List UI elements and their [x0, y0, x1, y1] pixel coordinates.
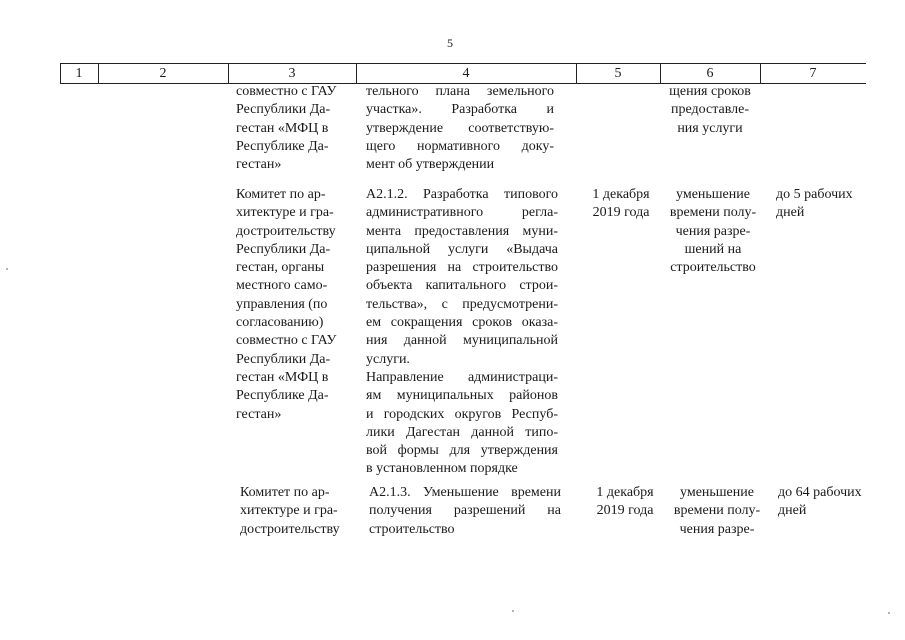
- scan-speck: [888, 612, 890, 614]
- table-row-1-indicator: [776, 186, 876, 223]
- table-row-1-result: [660, 186, 766, 277]
- cell-text-line: уменьшение: [680, 485, 754, 500]
- table-row-0-measure: [366, 83, 554, 174]
- cell-text-line: ния данной муниципальной: [366, 333, 558, 349]
- cell-text-line: тельного плана земельного: [366, 84, 554, 99]
- cell-text-line: совместно с ГАУ: [236, 84, 337, 99]
- cell-text-line: согласованию): [236, 315, 324, 331]
- cell-text-line: времени полу-: [669, 205, 757, 221]
- page-number: 5: [447, 36, 453, 50]
- cell-text-line: предоставле-: [671, 102, 749, 118]
- cell-text-line: утверждение соответствую-: [366, 120, 554, 136]
- column-header-5: 5: [614, 66, 622, 81]
- cell-text-line: 2019 года: [592, 205, 650, 221]
- cell-text-line: тельства», с предусмотрени-: [366, 296, 558, 312]
- cell-text-line: административного регла-: [366, 205, 558, 221]
- cell-text-line: Республики Да-: [236, 241, 331, 257]
- cell-text-line: Комитет по ар-: [240, 485, 330, 500]
- cell-text-line: услуги.: [366, 351, 410, 367]
- cell-text-line: мента предоставления муни-: [366, 223, 558, 239]
- cell-text-line: щего нормативного доку-: [366, 138, 554, 154]
- table-row-2-indicator: [778, 484, 888, 521]
- cell-text-line: чения разре-: [679, 521, 755, 537]
- scan-speck: [6, 268, 8, 270]
- cell-text-line: Республики Да-: [236, 351, 331, 367]
- cell-text-line: объекта капитального строи-: [366, 278, 558, 294]
- cell-text-line: ем сокращения сроков оказа-: [366, 315, 558, 331]
- cell-text-line: ния услуги: [677, 120, 743, 136]
- cell-text-line: Комитет по ар-: [236, 187, 326, 202]
- cell-text-line: лики Дагестан данной типо-: [366, 424, 558, 440]
- cell-text-line: гестан «МФЦ в: [236, 369, 329, 385]
- table-row-2-result: [664, 484, 770, 539]
- cell-text-line: гестан»: [236, 406, 282, 422]
- cell-text-line: достроительству: [236, 223, 336, 239]
- cell-text-line: совместно с ГАУ: [236, 333, 337, 349]
- cell-text-line: дней: [778, 503, 807, 519]
- table-row-2-responsible: [240, 484, 364, 539]
- cell-text-line: получения разрешений на: [369, 503, 561, 519]
- table-row-0-responsible: [236, 83, 360, 174]
- table-row-0-result: [658, 83, 762, 138]
- cell-text-line: шений на: [684, 241, 742, 257]
- cell-text-line: ципальной услуги «Выдача: [366, 241, 558, 257]
- cell-text-line: до 5 рабочих: [776, 187, 853, 202]
- cell-text-line: Республике Да-: [236, 388, 329, 404]
- cell-text-line: строительство: [369, 521, 455, 537]
- cell-text-line: 2019 года: [596, 503, 654, 519]
- column-header-2: 2: [159, 66, 167, 81]
- column-header-4: 4: [462, 66, 470, 81]
- cell-text-line: гестан «МФЦ в: [236, 120, 329, 136]
- table-row-1-responsible: [236, 186, 360, 424]
- cell-text-line: Направление администраци-: [366, 369, 558, 385]
- cell-text-line: 1 декабря: [596, 485, 654, 500]
- cell-text-line: щения сроков: [669, 84, 751, 99]
- cell-text-line: уменьшение: [676, 187, 750, 202]
- cell-text-line: А2.1.2. Разработка типового: [366, 187, 558, 202]
- column-header-3: 3: [288, 66, 296, 81]
- cell-text-line: гестан»: [236, 157, 282, 173]
- column-header-1: 1: [75, 66, 83, 81]
- cell-text-line: А2.1.3. Уменьшение времени: [369, 485, 561, 500]
- cell-text-line: достроительству: [240, 521, 340, 537]
- cell-text-line: времени полу-: [673, 503, 761, 519]
- table-row-1-deadline: [580, 186, 662, 223]
- column-header-7: 7: [809, 66, 817, 81]
- cell-text-line: в установленном порядке: [366, 461, 518, 477]
- cell-text-line: местного само-: [236, 278, 328, 294]
- cell-text-line: строительство: [670, 260, 756, 276]
- cell-text-line: до 64 рабочих: [778, 485, 862, 500]
- cell-text-line: и городских округов Респуб-: [366, 406, 558, 422]
- table-row-2-deadline: [584, 484, 666, 521]
- cell-text-line: Республики Да-: [236, 102, 331, 118]
- column-header-6: 6: [706, 66, 714, 81]
- table-row-1-measure: [366, 186, 558, 479]
- table-header-row: [60, 63, 866, 83]
- cell-text-line: дней: [776, 205, 805, 221]
- cell-text-line: разрешения на строительство: [366, 260, 558, 276]
- cell-text-line: чения разре-: [675, 223, 751, 239]
- cell-text-line: хитектуре и гра-: [236, 205, 334, 221]
- cell-text-line: 1 декабря: [592, 187, 650, 202]
- table-row-2-measure: [369, 484, 561, 539]
- cell-text-line: управления (по: [236, 296, 328, 312]
- scan-speck: [512, 610, 514, 612]
- cell-text-line: хитектуре и гра-: [240, 503, 338, 519]
- cell-text-line: Республике Да-: [236, 138, 329, 154]
- cell-text-line: участка». Разработка и: [366, 102, 554, 118]
- cell-text-line: мент об утверждении: [366, 157, 495, 173]
- cell-text-line: ям муниципальных районов: [366, 388, 558, 404]
- cell-text-line: вой формы для утверждения: [366, 443, 558, 459]
- cell-text-line: гестан, органы: [236, 260, 325, 276]
